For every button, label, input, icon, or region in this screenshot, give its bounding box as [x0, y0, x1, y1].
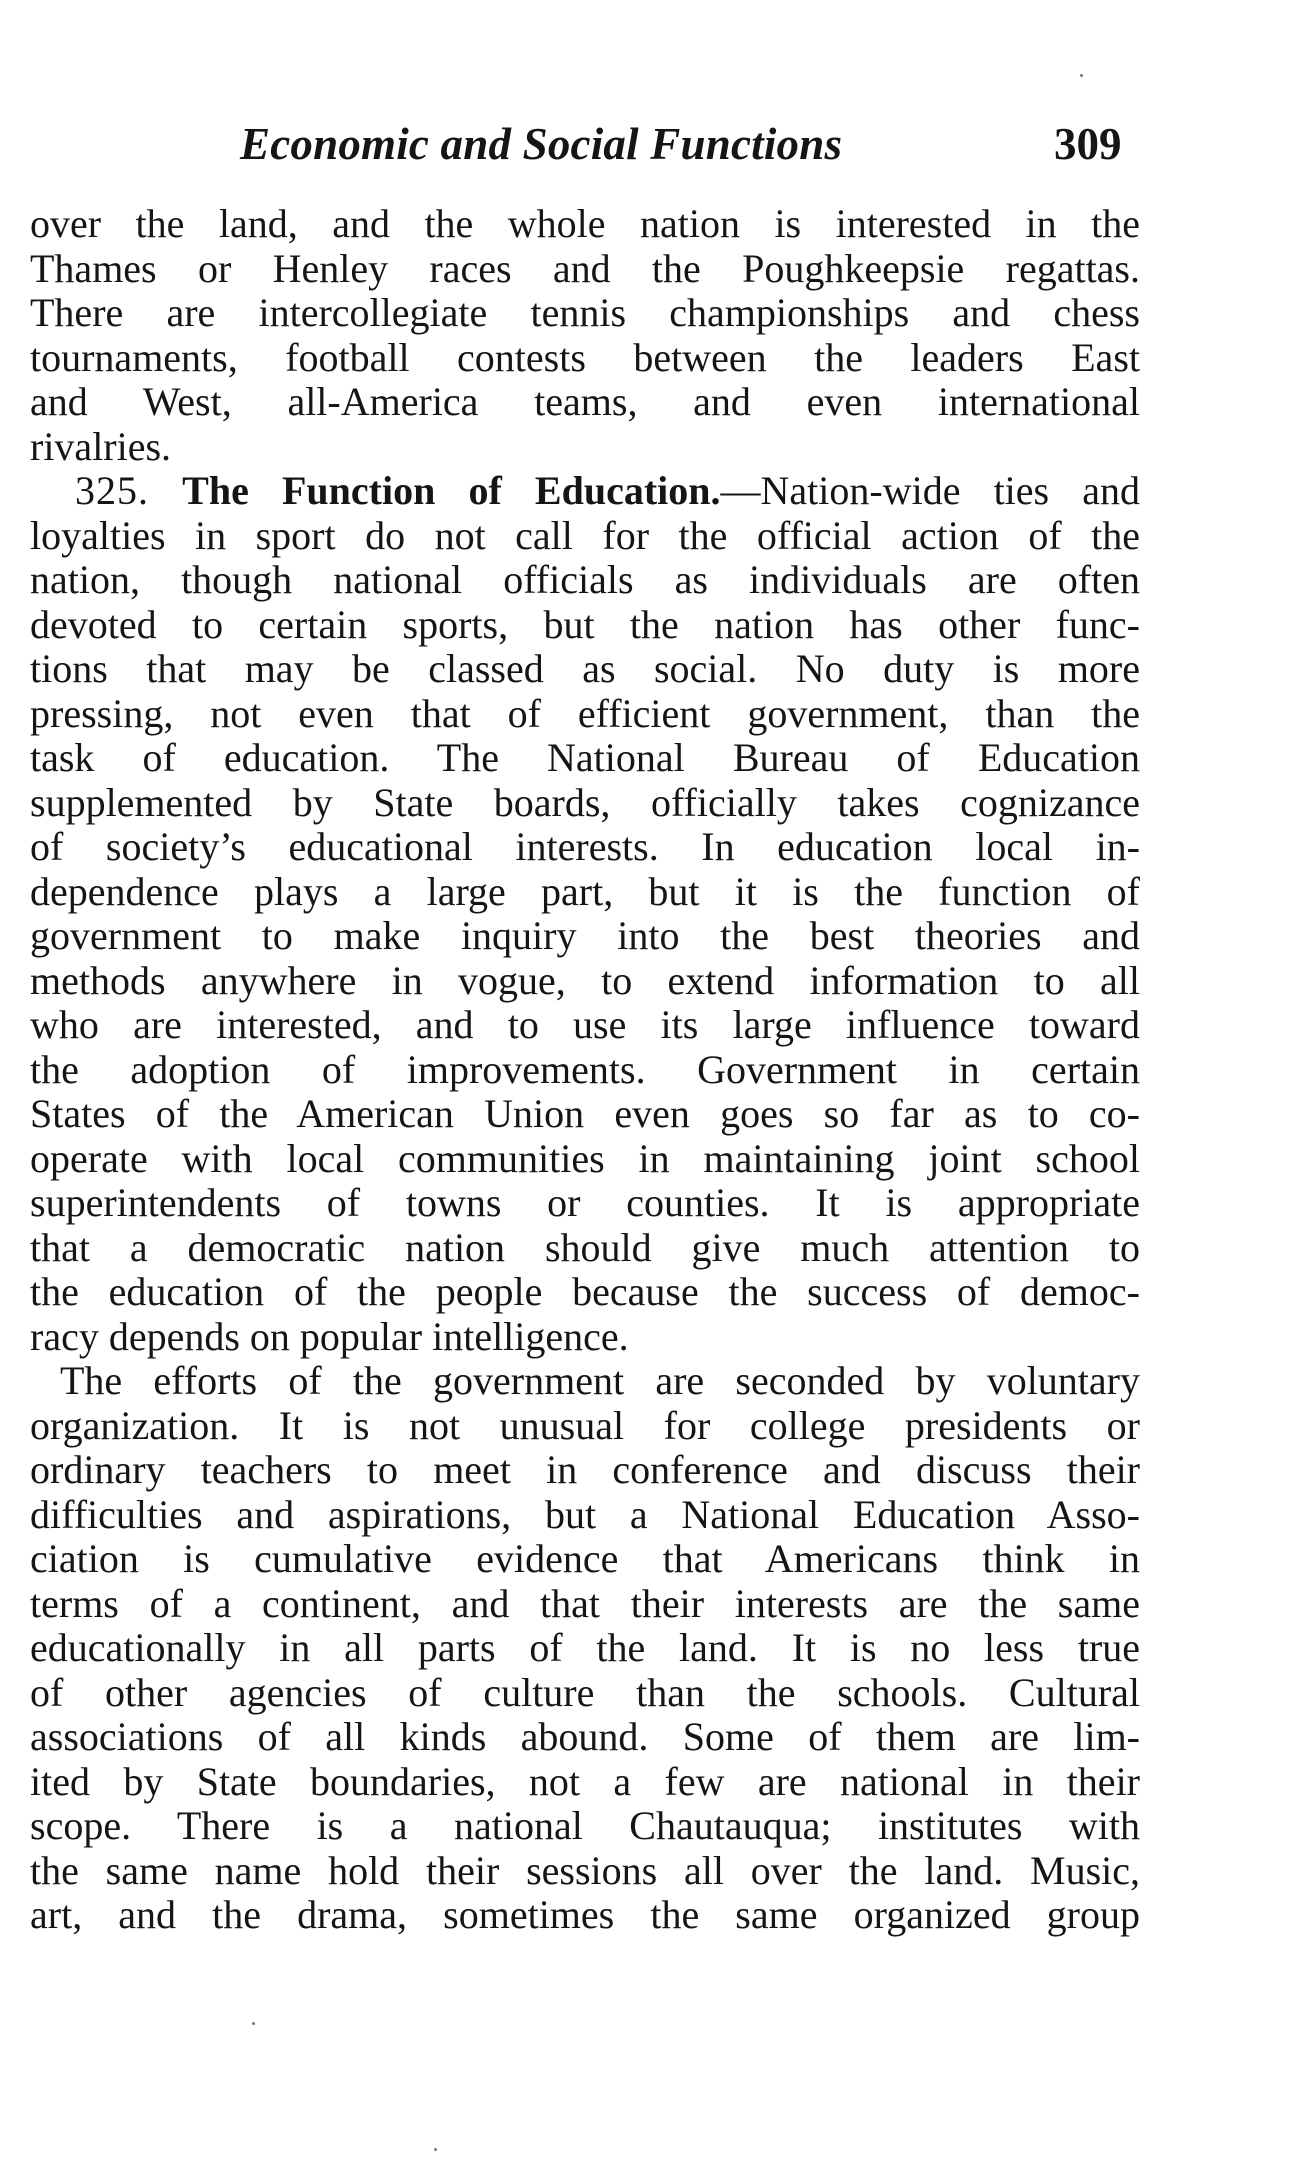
text-line: that a democratic nation should give much attention to [30, 1224, 1140, 1270]
section-number: 325. [75, 468, 149, 513]
text-line: nation, though national officials as individuals are often [30, 557, 1140, 602]
running-title: Economic and Social Functions [240, 119, 843, 169]
text-line: tions that may be classed as social. No duty is more [30, 646, 1140, 691]
section-paragraph [30, 469, 1140, 1359]
scan-speck [434, 2148, 437, 2151]
text-line: The efforts of the government are seconded by voluntary [60, 1358, 1140, 1403]
text-line: art, and the drama, sometimes the same organized group [30, 1892, 1140, 1937]
scan-speck [1080, 74, 1083, 77]
text-line: and West, all-America teams, and even international [30, 379, 1140, 424]
text-line: the education of the people because the success of democ- [30, 1269, 1140, 1314]
page-number: 309 [1054, 119, 1122, 169]
text-line: of other agencies of culture than the schools. Cultural [30, 1669, 1140, 1715]
text-line: rivalries. [30, 423, 172, 469]
text-line: superintendents of towns or counties. It is appropriate [30, 1180, 1140, 1225]
text-line: scope. There is a national Chautauqua; institutes with [30, 1803, 1140, 1848]
scan-speck [252, 2022, 255, 2025]
text-line: operate with local communities in maintaining joint school [30, 1135, 1140, 1181]
text-line: difficulties and aspirations, but a National Education Asso- [30, 1491, 1140, 1537]
text-line: terms of a continent, and that their interests are the same [30, 1580, 1140, 1626]
section-first-line-text: —Nation-wide ties and [720, 468, 1141, 513]
text-line: who are interested, and to use its large influence toward [30, 1002, 1140, 1047]
text-line: ciation is cumulative evidence that Americans think in [30, 1536, 1140, 1581]
text-line: over the land, and the whole nation is interested in the [30, 201, 1140, 246]
text-line: Thames or Henley races and the Poughkeepsie regattas. [30, 245, 1140, 291]
text-line: supplemented by State boards, officially takes cognizance [30, 779, 1140, 825]
text-line: dependence plays a large part, but it is the function of [30, 868, 1140, 914]
text-line: organization. It is not unusual for college presidents or [30, 1402, 1140, 1448]
text-line: task of education. The National Bureau of Education [30, 735, 1140, 780]
text-line: methods anywhere in vogue, to extend information to all [30, 957, 1140, 1003]
text-line: loyalties in sport do not call for the official action of the [30, 512, 1140, 558]
text-line: ordinary teachers to meet in conference and discuss their [30, 1447, 1140, 1492]
section-first-line [30, 469, 1140, 514]
text-line: States of the American Union even goes so far as to co- [30, 1091, 1140, 1136]
paragraph [30, 1359, 1140, 1938]
text-line: the same name hold their sessions all over the land. Music, [30, 1847, 1140, 1893]
page-header [0, 118, 1291, 178]
text-line: the adoption of improvements. Government in certain [30, 1046, 1140, 1092]
body-text [30, 202, 1140, 1938]
text-line: of society’s educational interests. In education local in- [30, 824, 1140, 869]
text-line: tournaments, football contests between the leaders East [30, 334, 1140, 380]
text-line: associations of all kinds abound. Some of them are lim- [30, 1714, 1140, 1759]
paragraph [30, 202, 1140, 469]
text-line: There are intercollegiate tennis championships and chess [30, 290, 1140, 335]
section-heading: The Function of Education. [182, 468, 721, 513]
text-line: devoted to certain sports, but the nation has other func- [30, 601, 1140, 647]
text-line: racy depends on popular intelligence. [30, 1313, 629, 1359]
text-line: pressing, not even that of efficient government, than the [30, 690, 1140, 736]
text-line: ited by State boundaries, not a few are national in their [30, 1758, 1140, 1804]
text-line: educationally in all parts of the land. It is no less true [30, 1625, 1140, 1670]
text-line: government to make inquiry into the best theories and [30, 913, 1140, 958]
